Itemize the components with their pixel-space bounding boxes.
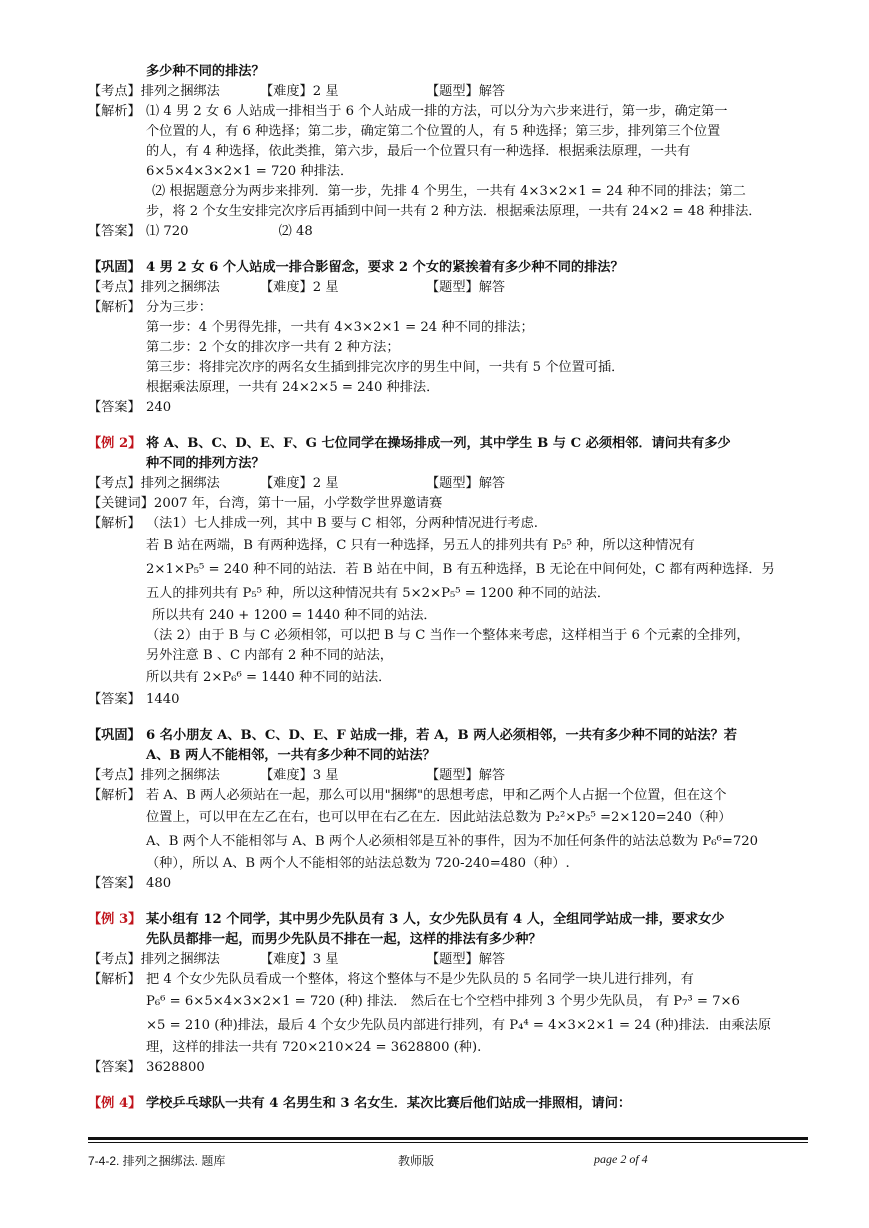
meta-row bbox=[88, 82, 808, 102]
analysis-text: 分为三步： bbox=[146, 300, 212, 315]
analysis-line: 位置上，可以甲在左乙在右，也可以甲在右乙在左．因此站法总数为 P₂²×P₅⁵ =2×120=240（种） bbox=[146, 810, 732, 825]
analysis-text: （法1）七人排成一列，其中 B 要与 C 相邻，分两种情况进行考虑. bbox=[146, 516, 539, 531]
meta-tixing: 【题型】解答 bbox=[426, 768, 506, 783]
example-label: 【例 4】 bbox=[88, 1096, 142, 1111]
analysis-line: 2×1×P₅⁵ = 240 种不同的站法．若 B 站在中间，B 有五种选择，B 无论在中间何处，C 都有两种选择．另 bbox=[146, 562, 775, 577]
analysis-line: 第一步：4 个男得先排，一共有 4×3×2×1 = 24 种不同的排法； bbox=[146, 320, 534, 335]
analysis-text: ⑴ 4 男 2 女 6 人站成一排相当于 6 个人站成一排的方法，可以分为六步来进行，第一步，确定第一 bbox=[146, 104, 728, 119]
analysis-line: 第三步：将排完次序的两名女生插到排完次序的男生中间，一共有 5 个位置可插． bbox=[146, 360, 625, 375]
footer-divider bbox=[88, 1142, 808, 1143]
question-text: 学校乒乓球队一共有 4 名男生和 3 名女生．某次比赛后他们站成一排照相，请问： bbox=[146, 1096, 632, 1111]
question-line bbox=[88, 434, 808, 454]
answer-line bbox=[88, 690, 808, 710]
footer-divider bbox=[88, 1137, 808, 1140]
meta-kaodian: 【考点】排列之捆绑法 bbox=[88, 84, 220, 99]
analysis-line: 五人的排列共有 P₅⁵ 种，所以这种情况共有 5×2×P₅⁵ = 1200 种不同的站法． bbox=[146, 586, 611, 601]
analysis-line bbox=[88, 786, 808, 806]
analysis-label: 【解析】 bbox=[88, 104, 141, 119]
document-body bbox=[88, 62, 808, 1114]
analysis-line: 的人，有 4 种选择，依此类推，第六步，最后一个位置只有一种选择．根据乘法原理，一共有 bbox=[146, 144, 691, 159]
analysis-line: A、B 两个人不能相邻与 A、B 两个人必须相邻是互补的事件，因为不加任何条件的站法总数为 P₆⁶=720 bbox=[146, 834, 758, 849]
meta-kaodian: 【考点】排列之捆绑法 bbox=[88, 280, 220, 295]
meta-row bbox=[88, 278, 808, 298]
analysis-line: 第二步：2 个女的排次序一共有 2 种方法； bbox=[146, 340, 400, 355]
meta-kaodian: 【考点】排列之捆绑法 bbox=[88, 768, 220, 783]
answer-label: 【答案】 bbox=[88, 400, 141, 415]
analysis-text: 把 4 个女少先队员看成一个整体，将这个整体与不是少先队员的 5 名同学一块儿进行排列，有 bbox=[146, 972, 694, 987]
answer-text: 1440 bbox=[146, 692, 180, 707]
analysis-label: 【解析】 bbox=[88, 300, 141, 315]
meta-tixing: 【题型】解答 bbox=[426, 952, 506, 967]
meta-kaodian: 【考点】排列之捆绑法 bbox=[88, 476, 220, 491]
meta-tixing: 【题型】解答 bbox=[426, 476, 506, 491]
meta-row bbox=[88, 950, 808, 970]
answer-line bbox=[88, 1058, 808, 1078]
footer-page-number: page 2 of 4 bbox=[594, 1152, 648, 1166]
answer-text: 480 bbox=[146, 876, 172, 891]
answer-line bbox=[88, 398, 808, 418]
answer-label: 【答案】 bbox=[88, 876, 141, 891]
question-label: 【巩固】 bbox=[88, 260, 141, 275]
analysis-line: 根据乘法原理，一共有 24×2×5 = 240 种排法． bbox=[146, 380, 440, 395]
answer-text: 3628800 bbox=[146, 1060, 205, 1075]
footer-filename: 7-4-2. 排列之捆绑法. 题库 bbox=[88, 1154, 226, 1168]
analysis-line: 6×5×4×3×2×1 = 720 种排法． bbox=[146, 164, 354, 179]
meta-nandu: 【难度】2 星 bbox=[260, 280, 339, 295]
answer-line bbox=[88, 222, 808, 242]
footer-edition: 教师版 bbox=[398, 1154, 435, 1168]
analysis-line: 所以共有 2×P₆⁶ = 1440 种不同的站法． bbox=[146, 670, 392, 685]
analysis-line: ×5 = 210 (种)排法，最后 4 个女少先队员内部进行排列，有 P₄⁴ = 4×3×2×1 = 24 (种)排法．由乘法原 bbox=[146, 1018, 772, 1033]
answer-text: ⑵ 48 bbox=[278, 224, 313, 239]
meta-kaodian: 【考点】排列之捆绑法 bbox=[88, 952, 220, 967]
analysis-label: 【解析】 bbox=[88, 788, 141, 803]
question-line: 先队员都排一起，而男少先队员不排在一起，这样的排法有多少种？ bbox=[146, 932, 542, 947]
analysis-line: 若 B 站在两端，B 有两种选择，C 只有一种选择，另五人的排列共有 P₅⁵ 种，所以这种情况有 bbox=[146, 538, 695, 553]
meta-row bbox=[88, 766, 808, 786]
keyword-line: 【关键词】2007 年，台湾，第十一届，小学数学世界邀请赛 bbox=[88, 496, 443, 511]
answer-label: 【答案】 bbox=[88, 1060, 141, 1075]
analysis-line: （种），所以 A、B 两个人不能相邻的站法总数为 720-240=480（种）. bbox=[146, 856, 570, 871]
meta-row bbox=[88, 474, 808, 494]
analysis-line: 所以共有 240 + 1200 = 1440 种不同的站法． bbox=[152, 608, 437, 623]
analysis-line: （法 2）由于 B 与 C 必须相邻，可以把 B 与 C 当作一个整体来考虑，这样相当于 6 个元素的全排列， bbox=[146, 628, 750, 643]
question-line bbox=[88, 258, 808, 278]
example-label: 【例 2】 bbox=[88, 436, 142, 451]
meta-tixing: 【题型】解答 bbox=[426, 280, 506, 295]
answer-line bbox=[88, 874, 808, 894]
question-line: A、B 两人不能相邻，一共有多少种不同的站法？ bbox=[146, 748, 436, 763]
answer-label: 【答案】 bbox=[88, 224, 141, 239]
question-line: 种不同的排列方法？ bbox=[146, 456, 265, 471]
question-line bbox=[88, 910, 808, 930]
meta-nandu: 【难度】2 星 bbox=[260, 476, 339, 491]
analysis-text: 若 A、B 两人必须站在一起，那么可以用"捆绑"的思想考虑，甲和乙两个人占据一个位置，但在这个 bbox=[146, 788, 727, 803]
meta-nandu: 【难度】3 星 bbox=[260, 952, 339, 967]
meta-tixing: 【题型】解答 bbox=[426, 84, 506, 99]
meta-nandu: 【难度】2 星 bbox=[260, 84, 339, 99]
question-text: 6 名小朋友 A、B、C、D、E、F 站成一排，若 A，B 两人必须相邻，一共有多少种不同的站法？若 bbox=[146, 728, 737, 743]
analysis-line: 步，将 2 个女生安排完次序后再插到中间一共有 2 种方法．根据乘法原理，一共有 24×2 = 48 种排法． bbox=[146, 204, 762, 219]
analysis-line bbox=[88, 514, 808, 534]
meta-nandu: 【难度】3 星 bbox=[260, 768, 339, 783]
analysis-line: 另外注意 B 、C 内部有 2 种不同的站法， bbox=[146, 648, 393, 663]
analysis-line bbox=[88, 970, 808, 990]
analysis-line bbox=[88, 298, 808, 318]
answer-label: 【答案】 bbox=[88, 692, 141, 707]
question-label: 【巩固】 bbox=[88, 728, 141, 743]
question-line bbox=[88, 726, 808, 746]
analysis-line: ⑵ 根据题意分为两步来排列．第一步，先排 4 个男生，一共有 4×3×2×1 = 24 种不同的排法；第二 bbox=[152, 184, 746, 199]
question-text: 某小组有 12 个同学，其中男少先队员有 3 人，女少先队员有 4 人，全组同学站成一排，要求女少 bbox=[146, 912, 725, 927]
question-line bbox=[88, 1094, 808, 1114]
analysis-label: 【解析】 bbox=[88, 516, 141, 531]
answer-text: ⑴ 720 bbox=[146, 224, 189, 239]
question-continuation: 多少种不同的排法？ bbox=[146, 64, 265, 79]
analysis-line: P₆⁶ = 6×5×4×3×2×1 = 720 (种) 排法． 然后在七个空档中排列 3 个男少先队员， 有 P₇³ = 7×6 bbox=[146, 994, 740, 1009]
answer-text: 240 bbox=[146, 400, 172, 415]
analysis-line bbox=[88, 102, 808, 122]
question-text: 将 A、B、C、D、E、F、G 七位同学在操场排成一列，其中学生 B 与 C 必须相邻．请问共有多少 bbox=[146, 436, 731, 451]
analysis-line: 个位置的人，有 6 种选择；第二步，确定第二个位置的人，有 5 种选择；第三步，排列第三个位置 bbox=[146, 124, 721, 139]
analysis-label: 【解析】 bbox=[88, 972, 141, 987]
question-text: 4 男 2 女 6 个人站成一排合影留念，要求 2 个女的紧挨着有多少种不同的排法？ bbox=[146, 260, 624, 275]
analysis-line: 理，这样的排法一共有 720×210×24 = 3628800 (种). bbox=[146, 1040, 482, 1055]
example-label: 【例 3】 bbox=[88, 912, 142, 927]
